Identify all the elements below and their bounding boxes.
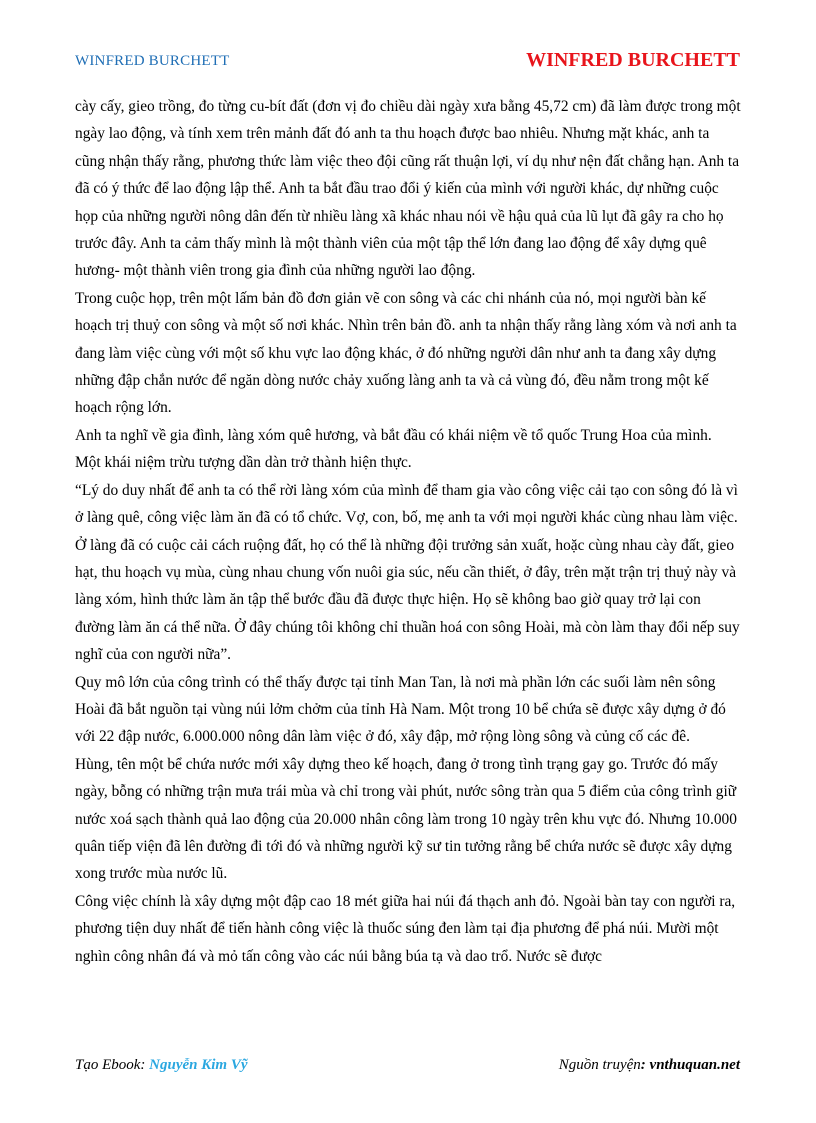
paragraph: Trong cuộc họp, trên một lấm bản đồ đơn giản vẽ con sông và các chi nhánh của nó, mọi người bàn kế hoạch trị thuỷ con sông và một số nơi khác. Nhìn trên bản đồ. anh ta nhận thấy rằng làng xóm và nơi anh ta đang làm việc cùng với một số khu vực lao động khác, ở đó những người dân như anh ta đang xây dựng những đập chắn nước để ngăn dòng nước chảy xuống làng anh ta và cả vùng đó, đều nằm trong một kế hoạch rộng lớn. xyxy=(75,289,737,417)
paragraph: Quy mô lớn của công trình có thể thấy được tại tỉnh Man Tan, là nơi mà phần lớn các suối làm nên sông Hoài đã bắt nguồn tại vùng núi lởm chởm của tỉnh Hà Nam. Một trong 10 bể chứa sẽ được xây dựng ở đó với 22 đập nước, 6.000.000 nông dân làm việc ở đó, xây đập, mở rộng lòng sông và củng cố các đê. xyxy=(75,673,726,746)
footer-separator: : xyxy=(640,1057,650,1073)
footer-ebook-credit xyxy=(75,1057,248,1074)
footer-separator: : xyxy=(140,1057,150,1073)
body-text xyxy=(75,93,741,970)
paragraph: cày cấy, gieo trồng, đo từng cu-bít đất (đơn vị đo chiều dài ngày xưa bằng 45,72 cm) đã làm được trong một ngày lao động, và tính xem trên mảnh đất đó anh ta thu hoạch được bao nhiêu. Nhưng mặt khác, anh ta cũng nhận thấy rằng, phương thức làm việc theo đội cũng rất thuận lợi, ví dụ như nện đất chẳng hạn. Anh ta đã có ý thức để lao động lập thể. Anh ta bắt đầu trao đổi ý kiến của mình với người khác, dự những cuộc họp của những người nông dân đến từ nhiều làng xã khác nhau nói về hậu quả của lũ lụt đã gây ra cho họ trước đây. Anh ta cảm thấy mình là một thành viên của một tập thể lớn đang lao động để xây dựng quê hương- một thành viên trong gia đình của những người lao động. xyxy=(75,98,741,280)
footer-source-site: vnthuquan.net xyxy=(649,1057,740,1073)
footer-ebook-label: Tạo Ebook xyxy=(75,1057,141,1073)
footer-source-credit xyxy=(559,1057,740,1074)
footer-ebook-creator: Nguyễn Kim Vỹ xyxy=(149,1057,248,1073)
footer-source-label: Nguồn truyện xyxy=(558,1057,641,1073)
paragraph: “Lý do duy nhất để anh ta có thể rời làng xóm của mình để tham gia vào công việc cải tạo con sông đó là vì ở làng quê, công việc làm ăn đã có tổ chức. Vợ, con, bố, mẹ anh ta với mọi người khác cùng nhau làm việc. Ở làng đã có cuộc cải cách ruộng đất, họ có thể là những đội trưởng sản xuất, hoặc cùng nhau cày đất, gieo hạt, thu hoạch vụ mùa, cùng nhau chung vốn nuôi gia súc, nếu cần thiết, ở đây, trên mặt trận trị thuỷ này và làng xóm, hình thức làm ăn tập thể bước đầu đã được thực hiện. Họ sẽ không bao giờ quay trở lại con đường làm ăn cá thể nữa. Ở đây chúng tôi không chỉ thuần hoá con sông Hoài, mà còn làm thay đổi nếp suy nghĩ của con người nữa”. xyxy=(75,481,740,664)
paragraph: Hùng, tên một bể chứa nước mới xây dựng theo kế hoạch, đang ở trong tình trạng gay go. Trước đó mấy ngày, bỗng có những trận mưa trái mùa và chỉ trong vài phút, nước sông tràn qua 5 điểm của công trình giữ nước xoá sạch thành quả lao động của 20.000 nhân công làm trong 10 ngày trên khu vực đó. Nhưng 10.000 quân tiếp viện đã lên đường đi tới đó và những người kỹ sư tin tưởng rằng bể chứa nước sẽ được xây dựng xong trước mùa nước lũ. xyxy=(75,755,737,883)
paragraph: Anh ta nghĩ về gia đình, làng xóm quê hương, và bắt đầu có khái niệm về tổ quốc Trung Hoa của mình. Một khái niệm trừu tượng dần dàn trở thành hiện thực. xyxy=(75,426,712,472)
paragraph: Công việc chính là xây dựng một đập cao 18 mét giữa hai núi đá thạch anh đỏ. Ngoài bàn tay con người ra, phương tiện duy nhất để tiến hành công việc là thuốc súng đen làm tại địa phương để phá núi. Mười một nghìn công nhân đá và mỏ tấn công vào các núi bằng búa tạ và dao trổ. Nước sẽ được xyxy=(75,892,736,965)
header-author-right: WINFRED BURCHETT xyxy=(526,49,740,71)
header-author-left: WINFRED BURCHETT xyxy=(75,53,230,69)
